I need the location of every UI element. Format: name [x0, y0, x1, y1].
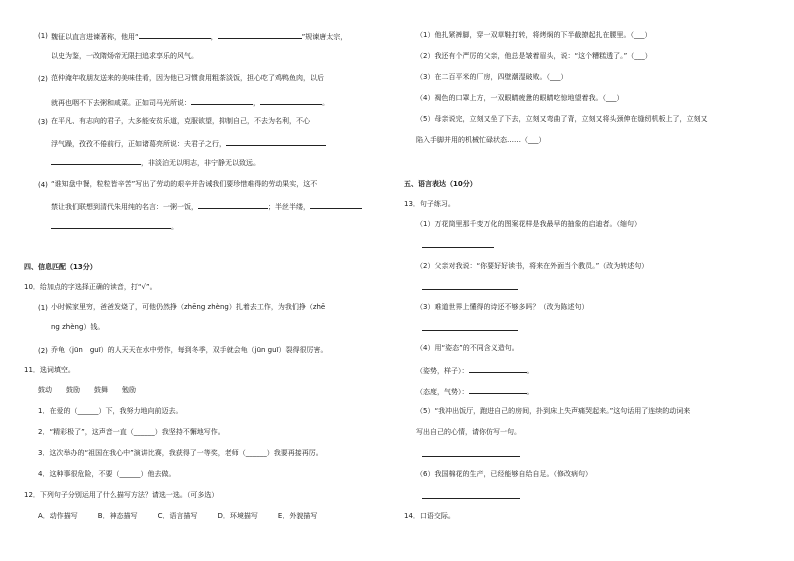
- item-2-line-2: 就再也咽不下去粥和咸菜。正如司马光所说： ， 。: [51, 99, 329, 107]
- q11-item-1: 1．在爱的（______）下，我努力地向前迈去。: [38, 407, 183, 415]
- q10-stem: 10．给加点的字选择正确的读音，打“√”。: [24, 283, 157, 291]
- q13-item-3: （3）难道世界上懂得的诗还不够多吗？（改为陈述句）: [416, 303, 589, 311]
- answer-line-5[interactable]: [422, 449, 520, 457]
- item-4-text-b: ；半丝半缕，: [268, 203, 310, 211]
- q13-item-2: （2）父亲对我说：“你要好好读书，将来在外面当个教员。”（改为转述句）: [416, 262, 649, 270]
- item-4-line-3: [51, 221, 178, 232]
- item-3-number: (3): [38, 118, 48, 126]
- q13-answer-3: [422, 323, 518, 334]
- item-3-line-3: [51, 157, 260, 168]
- q12-options: [38, 512, 317, 521]
- option-b: B．神态描写: [97, 512, 138, 520]
- item-4-text-a: 禁让我们联想到清代朱用纯的名言：一粥一饭，: [51, 203, 198, 211]
- meaning-a-label: （姿势，样子）：: [416, 367, 469, 375]
- q12-item-4: （4）褐色的口罩上方，一双眼睛疲惫的眼睛吃惊地望着我。（___）: [416, 94, 624, 102]
- answer-line-4b[interactable]: [469, 386, 527, 394]
- item-4-line-2: [51, 201, 362, 212]
- q13-answer-2: [422, 282, 518, 293]
- item-4-line-1: “谁知盘中餐，粒粒皆辛苦”写出了劳动的艰辛并告诫我们要珍惜难得的劳动果实，这不: [51, 180, 318, 188]
- answer-line-3[interactable]: [422, 323, 518, 331]
- option-c: C．语言描写: [157, 512, 198, 520]
- q13-answer-5: [422, 449, 520, 460]
- q13-item-4-b: （态度，气势）： 。: [416, 388, 534, 396]
- item-2-end: 。: [322, 99, 329, 107]
- answer-line-4a[interactable]: [469, 365, 527, 373]
- section-4-heading: 四、信息匹配（13分）: [24, 263, 97, 271]
- q13-answer-6: [422, 491, 520, 502]
- q12-item-2: （2）我还有个严厉的父亲，他总是皱着眉头，说：“这个糟糕透了。”（___）: [416, 52, 652, 60]
- item-3-line-1: 在平凡、有志向的君子，大多能安贫乐道，克服欲望，抑制自己，不去为名利，不心: [51, 117, 310, 125]
- item-1-text-b: ”规谏唐太宗，: [301, 33, 348, 41]
- q11-item-3: 3．这次举办的“祖国在我心中”演讲比赛，我获得了一等奖，老师（______）我要再接再厉。: [38, 449, 323, 457]
- item-3-blank-b[interactable]: [51, 157, 141, 165]
- item-1-blank-a[interactable]: [139, 31, 211, 39]
- answer-line-6[interactable]: [422, 491, 520, 499]
- q10-2-line: 乔龟（jūn guī）的人天天在水中劳作，每到冬季，双手就会龟（jūn guī）裂得很厉害。: [51, 346, 328, 354]
- q14-stem: 14．口语交际。: [404, 512, 455, 520]
- item-3-blank-a[interactable]: [226, 138, 326, 146]
- item-2-blank-b[interactable]: [260, 97, 322, 105]
- item-1-number: (1): [38, 32, 48, 40]
- word-2: 鼓励: [66, 386, 80, 394]
- option-a: A．动作描写: [38, 512, 78, 520]
- item-1-blank-b[interactable]: [218, 31, 302, 39]
- item-1-text-a: 魏征以直言进谏著称，他用“: [51, 33, 139, 41]
- item-1-line-1: 魏征以直言进谏著称，他用“ ， ”规谏唐太宗，: [51, 33, 348, 41]
- answer-line-2[interactable]: [422, 282, 518, 290]
- item-2-number: (2): [38, 75, 48, 83]
- q13-item-5-line-2: 写出自己的心情，请你仿写一句。: [416, 428, 521, 436]
- q13-item-6: （6）我国棉花的生产，已经能够自给自足。（修改病句）: [416, 470, 592, 478]
- q11-stem: 11．选词填空。: [24, 366, 75, 374]
- section-5-heading: 五、语言表达（10分）: [404, 180, 477, 188]
- item-2-blank-a[interactable]: [191, 97, 253, 105]
- item-1-line-2: 以史为鉴，一改隋炀帝无限扫追求享乐的风气。: [51, 52, 198, 60]
- q12-item-3: （3）在二百平米的厂房，四壁潮湿破败。（___）: [416, 73, 568, 81]
- item-4-blank-b[interactable]: [310, 201, 362, 209]
- item-4-number: (4): [38, 181, 48, 189]
- q10-2-number: (2): [38, 347, 48, 355]
- item-3-text-end: ，非淡泊无以明志，非宁静无以致远。: [141, 159, 260, 167]
- word-3: 鼓舞: [94, 386, 108, 394]
- q10-1-line-1: 小时候家里穷，爸爸发烧了，可他仍然挣（zhēng zhèng）扎着去工作，为我们挣（zhē: [51, 303, 326, 311]
- q13-item-5-line-1: （5）“我冲出饭厅，跑进自己的房间，扑到床上失声痛哭起来。”这句话用了连续的动词来: [416, 407, 691, 415]
- q12-item-5-line-1: （5）母亲说完，立刻又坐了下去，立刻又弯曲了背，立刻又将头颈伸在缝纫机板上了，立刻又: [416, 115, 708, 123]
- answer-line-1[interactable]: [422, 240, 494, 248]
- q10-1-line-2: ng zhèng）钱。: [51, 323, 105, 331]
- q13-item-4: （4）用“姿态”的不同含义造句。: [416, 344, 519, 352]
- option-e: E．外貌描写: [277, 512, 318, 520]
- q13-stem: 13．句子练习。: [404, 200, 455, 208]
- item-3-text: 浮气躁，孜孜不倦前行，正如诸葛亮所说：夫君子之行，: [51, 140, 226, 148]
- q12-item-5-line-2: 陷入手脚并用的机械忙碌状态……（___）: [416, 136, 546, 144]
- q11-item-2: 2．“精彩极了”，这声音一直（______）我坚持不懈地写作。: [38, 428, 225, 436]
- item-4-end: 。: [171, 223, 178, 231]
- word-bank: [38, 386, 136, 395]
- q11-item-4: 4．这种事很危险，不要（______）他去做。: [38, 470, 176, 478]
- q13-answer-1: [422, 240, 494, 251]
- meaning-b-label: （态度，气势）：: [416, 388, 469, 396]
- q13-item-1: （1）万花筒里那千变万化的图案花样是我最早的抽象的启迪者。（缩句）: [416, 220, 641, 228]
- q10-1-number: (1): [38, 304, 48, 312]
- word-4: 勉励: [122, 386, 136, 394]
- item-3-line-2: [51, 138, 326, 149]
- item-2-text: 就再也咽不下去粥和咸菜。正如司马光所说：: [51, 99, 191, 107]
- item-2-line-1: 范仲淹年收朋友送来的美味佳肴，因为他已习惯食用粗茶淡饭，担心吃了鸡鸭鱼肉，以后: [51, 74, 324, 82]
- option-d: D．环境描写: [217, 512, 258, 520]
- item-4-blank-a[interactable]: [198, 201, 268, 209]
- q12-stem: 12．下列句子分别运用了什么描写方法？请选一选。（可多选）: [24, 491, 219, 499]
- item-4-blank-c[interactable]: [51, 221, 171, 229]
- q13-item-4-a: （姿势，样子）： 。: [416, 367, 534, 375]
- word-1: 鼓动: [38, 386, 52, 394]
- q12-item-1: （1）他扎紧裤脚，穿一双草鞋打转，将烤焖的下半截撩起扎在腰里。（___）: [416, 31, 652, 39]
